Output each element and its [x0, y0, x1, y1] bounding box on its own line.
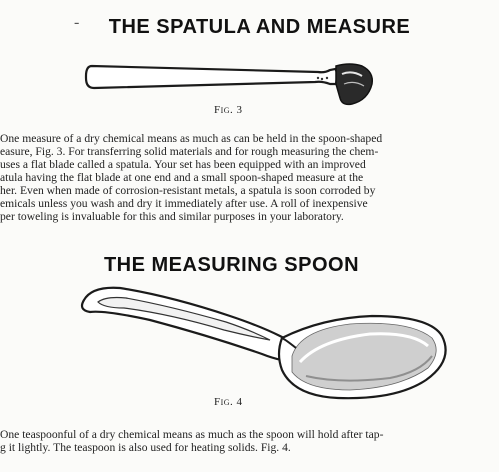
paragraph-line: g it lightly. The teaspoon is also used for heating solids. Fig. 4. [0, 441, 291, 454]
paragraph-line: her. Even when made of corrosion-resistant metals, a spatula is soon corroded by [0, 184, 376, 197]
stray-dash: - [74, 14, 80, 31]
section-title-spatula: THE SPATULA AND MEASURE [108, 16, 411, 38]
paragraph-spoon [0, 428, 499, 454]
paragraph-line: One measure of a dry chemical means as much as can be held in the spoon-shaped [0, 132, 383, 145]
figure-label-3: Fig. 3 [214, 104, 243, 116]
figure-label-4: Fig. 4 [214, 396, 243, 408]
paragraph-line: easure, Fig. 3. For transferring solid materials and for rough measuring the chem- [0, 145, 379, 158]
paragraph-line: emicals unless you wash and dry it immediately after use. A roll of inexpensive [0, 197, 368, 210]
section-title-spoon: THE MEASURING SPOON [103, 254, 360, 276]
paragraph-line: atula having the flat blade at one end and a small spoon-shaped measure at the [0, 171, 364, 184]
paragraph-line: uses a flat blade called a spatula. Your set has been equipped with an improved [0, 158, 366, 171]
paragraph-line: One teaspoonful of a dry chemical means as much as the spoon will hold after tap- [0, 428, 384, 441]
paragraph-line: per toweling is invaluable for this and similar purposes in your laboratory. [0, 210, 344, 223]
